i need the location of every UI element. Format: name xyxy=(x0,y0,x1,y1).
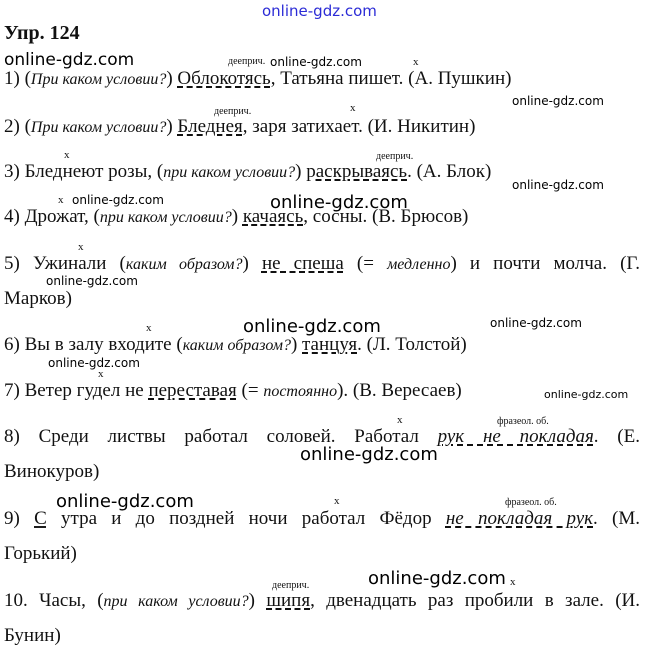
adverbial-participle: качаясь xyxy=(242,206,304,227)
subject-mark: x xyxy=(510,576,516,588)
exercise-title: Упр. 124 xyxy=(4,22,80,44)
watermark: online-gdz.com xyxy=(512,178,604,192)
watermark: online-gdz.com xyxy=(72,193,164,207)
watermark: online-gdz.com xyxy=(46,274,138,288)
participle-mark: дееприч. xyxy=(272,580,310,591)
adverbial-participle: Облокотясь xyxy=(177,68,271,89)
watermark: online-gdz.com xyxy=(490,316,582,330)
subject-mark: x xyxy=(64,149,70,161)
watermark: online-gdz.com xyxy=(243,316,381,337)
adverbial-participle: переставая xyxy=(148,380,237,401)
subject-mark: x xyxy=(334,495,340,507)
sentence-3: 3) Бледнеют розы, (при каком условии?) раскрываясь. (А. Блок) xyxy=(4,161,492,182)
watermark: online-gdz.com xyxy=(544,388,629,401)
participle-mark: дееприч. xyxy=(376,151,414,162)
phraseological-unit: не покладая рук xyxy=(445,508,594,529)
sentence-8: 8) Среди листвы работал соловей. Работал рук не покладая. (Е. xyxy=(4,426,640,447)
watermark: online-gdz.com xyxy=(270,192,408,213)
sentence-9-cont: Горький) xyxy=(4,543,77,564)
watermark: online-gdz.com xyxy=(4,50,135,70)
watermark: online-gdz.com xyxy=(368,568,506,589)
sentence-2: 2) (При каком условии?) Бледнея, заря затихает. (И. Никитин) xyxy=(4,116,476,137)
sentence-10-cont: Бунин) xyxy=(4,625,61,646)
subject-mark: x xyxy=(397,414,403,426)
adverbial-participle: раскрываясь xyxy=(306,161,408,182)
adverbial-participle: шипя xyxy=(266,590,311,611)
subject-mark: x xyxy=(78,241,84,253)
subject-mark: x xyxy=(350,102,356,114)
adverbial-participle: Бледнея xyxy=(177,116,243,137)
watermark: online-gdz.com xyxy=(512,94,604,108)
subject-mark: x xyxy=(98,368,104,380)
sentence-8-cont: Винокуров) xyxy=(4,461,100,482)
sentence-9: 9) С утра и до поздней ночи работал Фёдор не покладая рук. (М. xyxy=(4,508,641,529)
watermark-top: online-gdz.com xyxy=(262,2,377,20)
sentence-5-cont: Марков) xyxy=(4,288,72,309)
watermark: online-gdz.com xyxy=(300,444,438,465)
subject-mark: x xyxy=(58,194,64,206)
participle-mark: дееприч. xyxy=(228,56,266,67)
watermark: online-gdz.com xyxy=(48,356,140,370)
participle-mark: дееприч. xyxy=(214,106,252,117)
sentence-6: 6) Вы в залу входите (каким образом?) танцуя. (Л. Толстой) xyxy=(4,334,467,355)
phraseological-mark: фразеол. об. xyxy=(505,497,557,508)
sentence-5: 5) Ужинали (каким образом?) не спеша (= медленно) и почти молча. (Г. xyxy=(4,253,641,274)
watermark: online-gdz.com xyxy=(56,491,194,512)
phraseological-mark: фразеол. об. xyxy=(497,416,549,427)
sentence-10: 10. Часы, (при каком условии?) шипя, двенадцать раз пробили в зале. (И. xyxy=(4,590,640,611)
watermark: online-gdz.com xyxy=(270,55,362,69)
subject-mark: x xyxy=(413,56,419,68)
phraseological-unit: рук не покладая xyxy=(437,426,594,447)
adverbial-participle: танцуя xyxy=(302,334,358,355)
sentence-4: 4) Дрожат, (при каком условии?) качаясь, сосны. (В. Брюсов) xyxy=(4,206,469,227)
subject-mark: x xyxy=(146,322,152,334)
sentence-1: 1) (При каком условии?) Облокотясь, Татьяна пишет. (А. Пушкин) xyxy=(4,68,512,89)
adverbial-participle: не спеша xyxy=(261,253,344,274)
sentence-7: 7) Ветер гудел не переставая (= постоянно). (В. Вересаев) xyxy=(4,380,462,401)
